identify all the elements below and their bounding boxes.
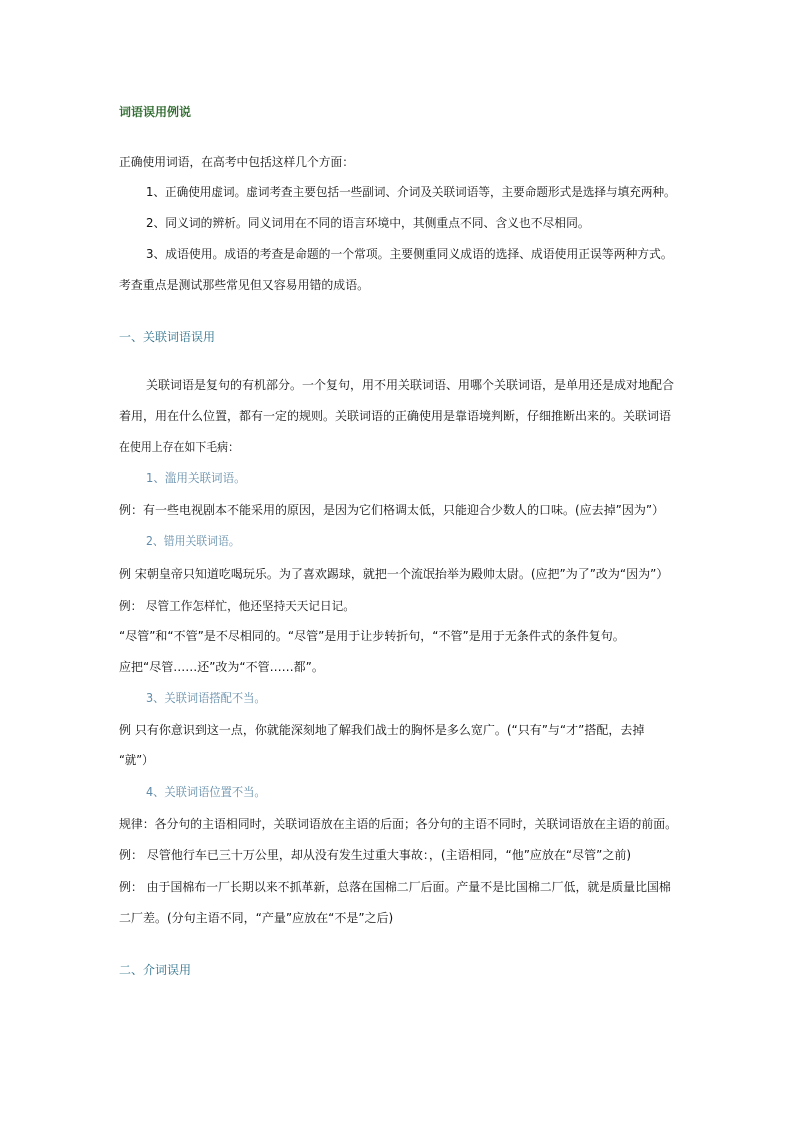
intro-line: 正确使用词语，在高考中包括这样几个方面：: [119, 155, 355, 169]
example-4-line-3: 二厂差。(分句主语不同，“产量”应放在“不是”之后): [119, 911, 394, 925]
section1-paragraph-line-1: 关联词语是复句的有机部分。一个复句，用不用关联词语、用哪个关联词语，是单用还是成对地配合: [146, 378, 675, 392]
example-2-line-3: “尽管”和“不管”是不尽相同的。“尽管”是用于让步转折句，“不管”是用于无条件式的条件复句。: [119, 629, 625, 643]
example-2-line-1: 例 宋朝皇帝只知道吃喝玩乐。为了喜欢踢球，就把一个流氓抬举为殿帅太尉。(应把”为了”改为“因为”）: [119, 567, 669, 581]
section1-paragraph-line-2: 着用，用在什么位置，都有一定的规则。关联词语的正确使用是靠语境判断，仔细推断出来的。关联词语: [119, 409, 672, 423]
example-3-line-2: “就”）: [119, 753, 154, 767]
example-3-line-1: 例 只有你意识到这一点，你就能深刻地了解我们战士的胸怀是多么宽广。(“只有”与“才”搭配，去掉: [119, 723, 645, 737]
point-1: 1、正确使用虚词。虚词考查主要包括一些副词、介词及关联词语等，主要命题形式是选择与填充两种。: [146, 185, 676, 199]
example-2-line-2: 例： 尽管工作怎样忙，他还坚持天天记日记。: [119, 599, 355, 613]
example-1: 例：有一些电视剧本不能采用的原因，是因为它们格调太低，只能迎合少数人的口味。(应去掉”因为”）: [119, 503, 665, 517]
rule-line: 规律：各分句的主语相同时，关联词语放在主语的后面；各分句的主语不同时，关联词语放在主语的前面。: [119, 817, 678, 831]
section1-paragraph-line-3: 在使用上存在如下毛病：: [119, 440, 240, 454]
example-4-line-1: 例： 尽管他行车已三十万公里，却从没有发生过重大事故：，(主语相同，“他”应放在“尽管”之前): [119, 848, 632, 862]
section-heading-2: 二、介词误用: [119, 963, 192, 977]
point-3-continuation: 考查重点是测试那些常见但又容易用错的成语。: [119, 278, 370, 292]
subheading-2: 2、错用关联词语。: [146, 534, 240, 548]
subheading-4: 4、关联词语位置不当。: [146, 785, 266, 799]
document-title: 词语误用例说: [119, 105, 192, 119]
example-2-line-4: 应把“尽管……还”改为“不管……都”。: [119, 660, 324, 674]
section-heading-1: 一、关联词语误用: [119, 330, 216, 344]
subheading-3: 3、关联词语搭配不当。: [146, 691, 266, 705]
point-3: 3、成语使用。成语的考查是命题的一个常项。主要侧重同义成语的选择、成语使用正误等两种方式。: [146, 247, 673, 261]
point-2: 2、同义词的辨析。同义词用在不同的语言环境中，其侧重点不同、含义也不尽相同。: [146, 216, 590, 230]
example-4-line-2: 例： 由于国棉布一厂长期以来不抓革新，总落在国棉二厂后面。产量不是比国棉二厂低，就是质量比国棉: [119, 880, 671, 894]
subheading-1: 1、滥用关联词语。: [146, 471, 246, 485]
